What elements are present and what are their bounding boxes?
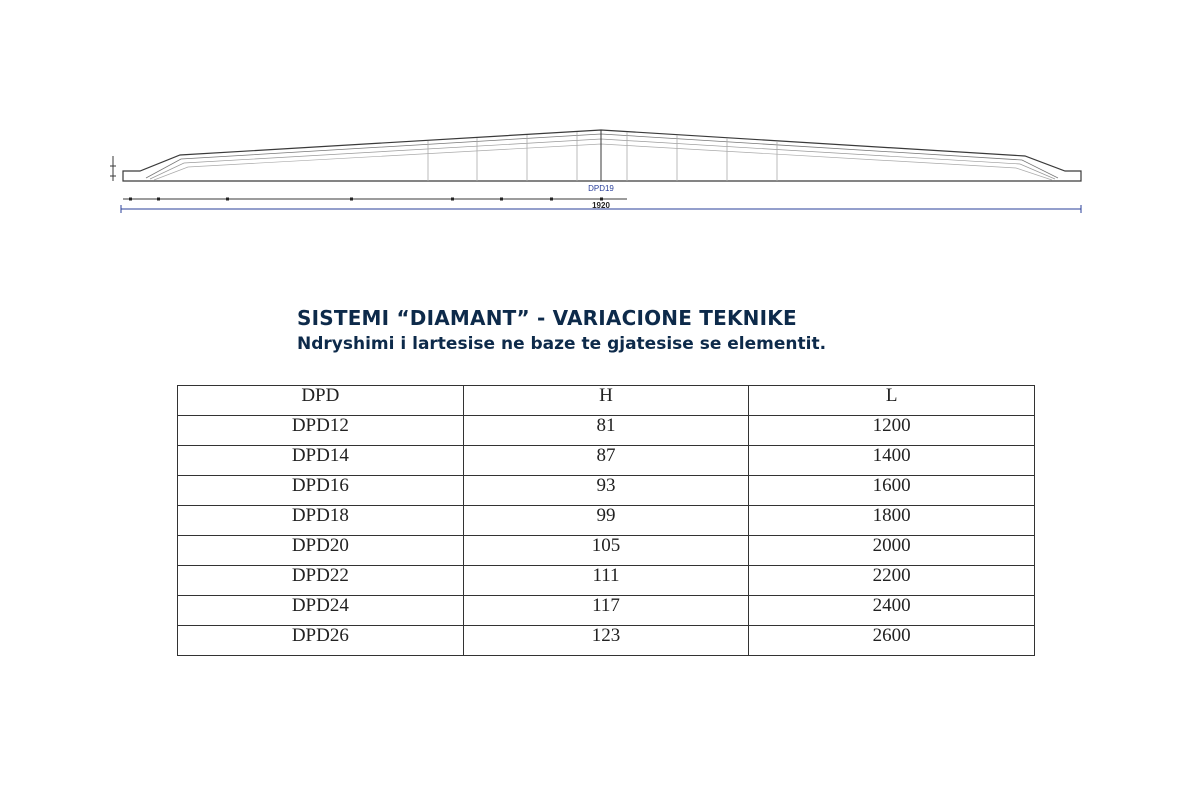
column-header-l: L (749, 386, 1035, 416)
table-row (178, 446, 1035, 476)
page-subtitle: Ndryshimi i lartesise ne baze te gjatesise se elementit. (297, 334, 827, 354)
cell-h: 93 (463, 476, 749, 506)
table-row (178, 536, 1035, 566)
cell-h: 105 (463, 536, 749, 566)
table-row (178, 416, 1035, 446)
table-row (178, 566, 1035, 596)
cell-l: 1600 (749, 476, 1035, 506)
height-marker (110, 156, 116, 181)
cell-l: 2200 (749, 566, 1035, 596)
heading (297, 305, 826, 357)
cell-dpd: DPD24 (178, 596, 464, 626)
cell-h: 117 (463, 596, 749, 626)
profile-drawing (0, 0, 1200, 240)
cell-l: 1800 (749, 506, 1035, 536)
dimension-line-short (123, 198, 627, 201)
cell-l: 2400 (749, 596, 1035, 626)
table-header-row (178, 386, 1035, 416)
cell-l: 1200 (749, 416, 1035, 446)
column-header-dpd: DPD (178, 386, 464, 416)
cell-l: 2600 (749, 626, 1035, 656)
profile-label: DPD19 (588, 184, 614, 193)
cell-dpd: DPD14 (178, 446, 464, 476)
cell-l: 2000 (749, 536, 1035, 566)
cell-h: 99 (463, 506, 749, 536)
table-row (178, 596, 1035, 626)
table-row (178, 626, 1035, 656)
cell-h: 123 (463, 626, 749, 656)
table-row (178, 476, 1035, 506)
cell-dpd: DPD22 (178, 566, 464, 596)
column-header-h: H (463, 386, 749, 416)
cell-l: 1400 (749, 446, 1035, 476)
table-row (178, 506, 1035, 536)
cell-dpd: DPD18 (178, 506, 464, 536)
cell-h: 81 (463, 416, 749, 446)
cell-dpd: DPD12 (178, 416, 464, 446)
page-title: SISTEMI “DIAMANT” - VARIACIONE TEKNIKE (297, 306, 797, 330)
cell-dpd: DPD16 (178, 476, 464, 506)
profile-inner-line (146, 134, 1058, 178)
cell-dpd: DPD20 (178, 536, 464, 566)
cell-h: 87 (463, 446, 749, 476)
dimension-label: 1920 (592, 201, 610, 210)
cell-dpd: DPD26 (178, 626, 464, 656)
profile-outline (123, 130, 1081, 181)
spec-table (177, 385, 1035, 656)
cell-h: 111 (463, 566, 749, 596)
profile-inner-line (150, 139, 1055, 179)
